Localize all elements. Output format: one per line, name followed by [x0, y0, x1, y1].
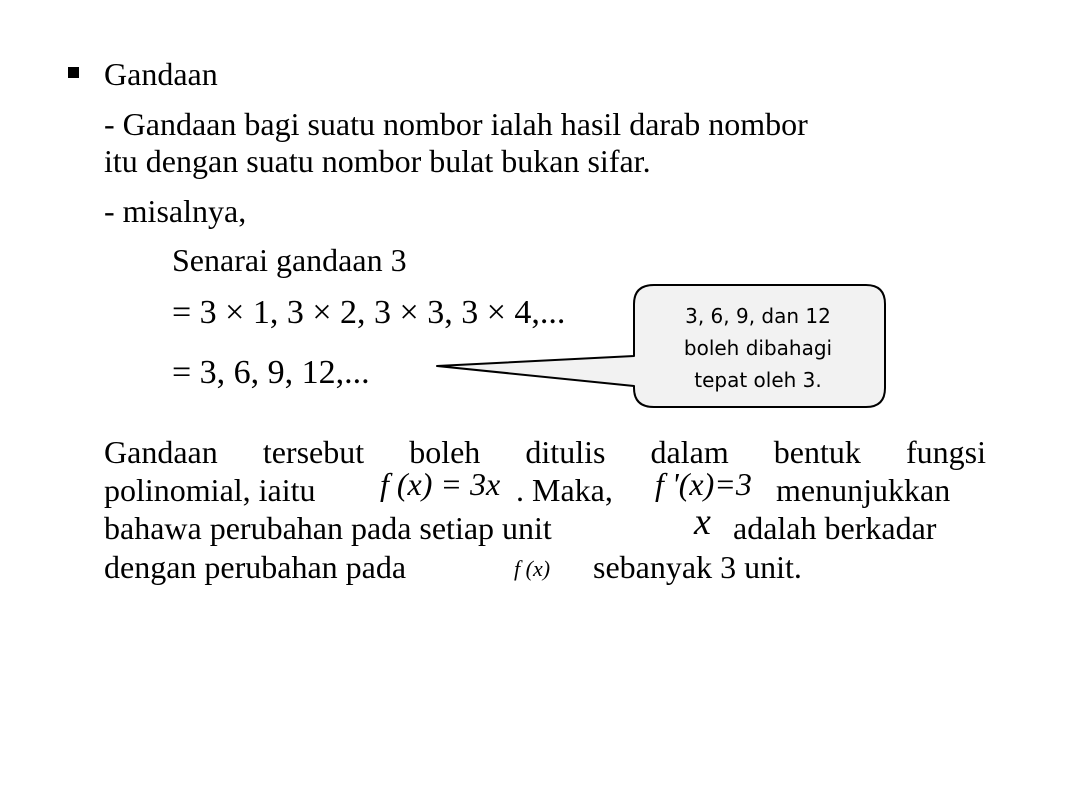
polynomial-function: f (x) = 3x [380, 466, 501, 502]
function-f-of-x: f (x) [514, 556, 551, 581]
callout-line-2: boleh dibahagi [683, 336, 833, 360]
paragraph-line-2b: . Maka, [516, 472, 613, 508]
multiples-result: = 3, 6, 9, 12,... [172, 354, 370, 391]
multiples-expansion: = 3 × 1, 3 × 2, 3 × 3, 3 × 4,... [172, 294, 566, 331]
paragraph-line-2c: menunjukkan [776, 472, 951, 508]
example-intro: - misalnya, [104, 193, 247, 229]
definition-line-2: itu dengan suatu nombor bulat bukan sifar. [104, 143, 651, 179]
callout-line-1: 3, 6, 9, dan 12 [685, 304, 831, 328]
callout-text [636, 300, 880, 396]
paragraph-line-4b: sebanyak 3 unit. [593, 549, 802, 585]
heading-gandaan: Gandaan [104, 56, 218, 92]
paragraph-line-3b: adalah berkadar [733, 510, 937, 546]
paragraph-line-2a: polinomial, iaitu [104, 472, 316, 508]
derivative-function: f '(x)=3 [655, 466, 752, 502]
definition-line-1: - Gandaan bagi suatu nombor ialah hasil darab nombor [104, 106, 808, 142]
paragraph-line-3a: bahawa perubahan pada setiap unit [104, 510, 552, 546]
callout-line-3: tepat oleh 3. [694, 368, 822, 392]
paragraph-line-4a: dengan perubahan pada [104, 549, 407, 585]
multiples-list-title: Senarai gandaan 3 [172, 242, 407, 278]
paragraph-line-1: Gandaan tersebut boleh ditulis dalam bentuk fungsi [104, 434, 986, 470]
variable-x: x [694, 501, 711, 543]
